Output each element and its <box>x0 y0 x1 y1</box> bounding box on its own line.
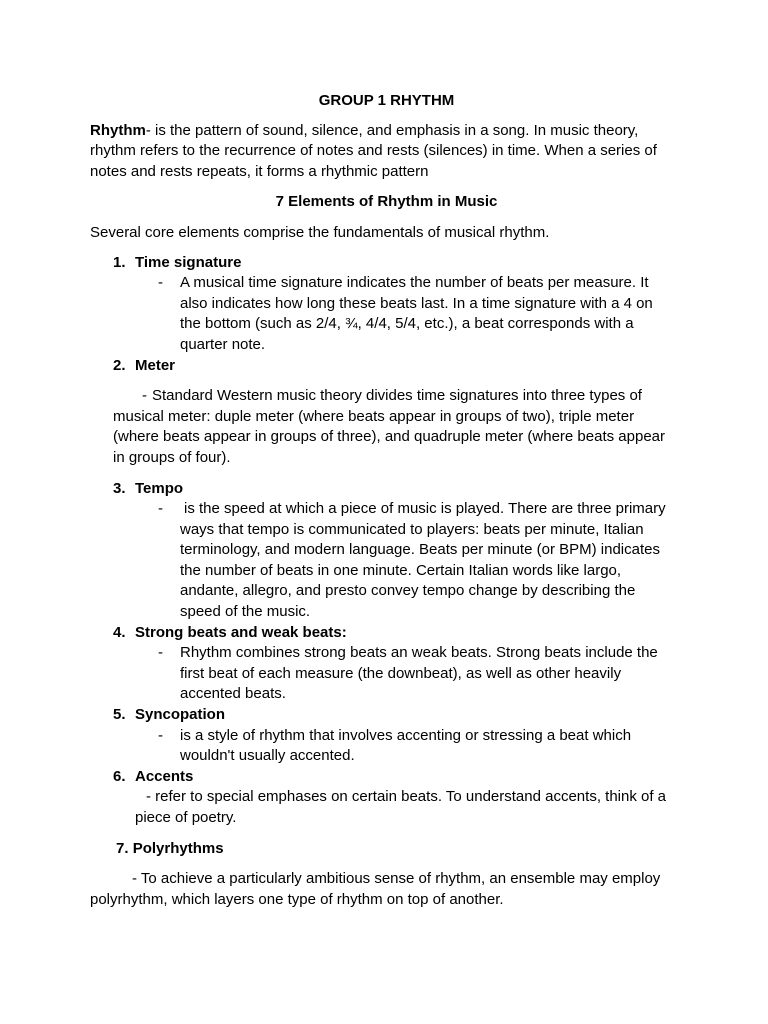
element-tempo <box>90 479 680 623</box>
element-heading: Meter <box>135 356 176 374</box>
element-number: 3. <box>113 479 126 497</box>
element-number: 5. <box>113 706 126 724</box>
definition-text: - is the pattern of sound, silence, and emphasis in a song. In music theory, rhythm refers to the recurrence of notes and rests (silences) in time. When a series of notes and rests repeats, it forms a rhythmic pattern <box>90 121 657 180</box>
bullet-dash: - <box>158 274 163 292</box>
element-number: 2. <box>113 356 126 374</box>
element-polyrhythms <box>90 839 680 911</box>
element-number: 4. <box>113 623 126 641</box>
element-text: - refer to special emphases on certain beats. To understand accents, think of a piece of poetry. <box>135 788 667 826</box>
element-text: Rhythm combines strong beats an weak beats. Strong beats include the first beat of each measure (the downbeat), as well as other heavily accented beats. <box>180 644 658 703</box>
element-heading: Time signature <box>135 253 242 271</box>
element-heading: Tempo <box>135 479 184 497</box>
bullet-dash: - <box>158 644 163 662</box>
element-time-signature <box>90 253 680 356</box>
definition-term: Rhythm <box>90 121 146 139</box>
section-subtitle: 7 Elements of Rhythm in Music <box>275 193 498 211</box>
element-text: Standard Western music theory divides time signatures into three types of musical meter: duple meter (where beats appear in groups of two), triple meter (where beats appear in groups of three), and quadruple meter (where beats appear in groups of four). <box>113 387 666 466</box>
element-strong-weak-beats <box>90 623 680 705</box>
element-heading: Accents <box>135 767 194 785</box>
bullet-dash: - <box>142 387 147 405</box>
element-text: A musical time signature indicates the number of beats per measure. It also indicates how long these beats last. In a time signature with a 4 on the bottom (such as 2/4, ¾, 4/4, 5/4, etc.), a beat corresponds with a quarter note. <box>180 274 653 353</box>
element-text: - To achieve a particularly ambitious sense of rhythm, an ensemble may employ polyrhythm, which layers one type of rhythm on top of another. <box>90 870 661 908</box>
element-number: 1. <box>113 253 126 271</box>
document-title: GROUP 1 RHYTHM <box>318 92 455 109</box>
document-body <box>90 91 680 910</box>
element-accents <box>90 767 680 829</box>
bullet-dash: - <box>158 726 163 744</box>
element-number: 7. <box>116 839 129 857</box>
bullet-dash: - <box>158 500 163 518</box>
intro-paragraph: Several core elements comprise the fundamentals of musical rhythm. <box>90 223 550 241</box>
element-heading: Syncopation <box>135 706 226 724</box>
element-meter <box>90 356 680 469</box>
element-heading: Strong beats and weak beats: <box>135 623 347 641</box>
element-text: is the speed at which a piece of music is played. There are three primary ways that tempo is communicated to players: beats per minute, Italian terminology, and modern language. Beats per minute (or BPM) indicates the number of beats in one minute. Certain Italian words like largo, andante, allegro, and presto convey tempo change by describing the speed of the music. <box>180 500 666 621</box>
element-heading: Polyrhythms <box>132 839 224 857</box>
element-syncopation <box>90 705 680 767</box>
element-text: is a style of rhythm that involves accenting or stressing a beat which wouldn't usually accented. <box>180 726 632 765</box>
rhythm-definition <box>90 121 680 183</box>
element-number: 6. <box>113 767 126 785</box>
